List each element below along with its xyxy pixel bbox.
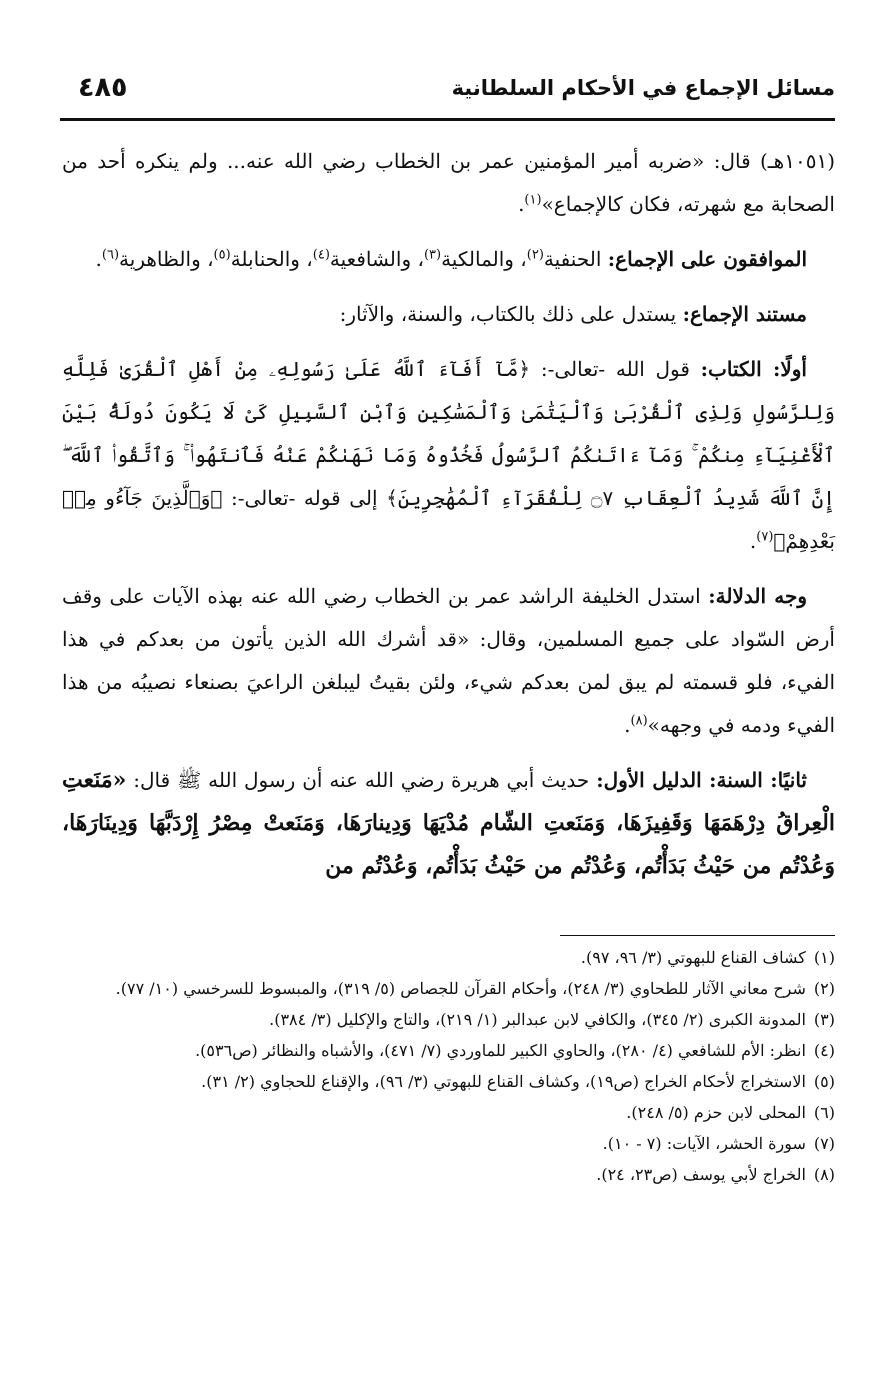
- footnote-item: [62, 1004, 835, 1035]
- footnote-ref-3: (٣): [423, 247, 442, 263]
- footnote-item: [62, 1159, 835, 1190]
- footnote-item: [62, 1097, 835, 1128]
- page-number: ٤٨٥: [78, 72, 128, 103]
- footnote-number: (٢): [813, 979, 835, 998]
- footnote-text: الخراج لأبي يوسف (ص٢٣، ٢٤).: [596, 1165, 806, 1184]
- footnote-ref-7: (٧): [756, 529, 774, 545]
- footnote-text: سورة الحشر، الآيات: (٧ - ١٠).: [602, 1134, 806, 1153]
- quran-intro: قول الله -تعالى-:: [540, 357, 690, 381]
- footnote-text: انظر: الأم للشافعي (٤/ ٢٨٠)، والحاوي الكبير للماوردي (٧/ ٤٧١)، والأشباه والنظائر (ص٥٣٦).: [195, 1041, 806, 1060]
- footnote-number: (٨): [813, 1165, 835, 1184]
- footnote-number: (٧): [813, 1134, 835, 1153]
- footnote-text: المحلى لابن حزم (٥/ ٢٤٨).: [626, 1103, 806, 1122]
- footnote-ref-6: (٦): [101, 247, 120, 263]
- term-evidence: وجه الدلالة:: [708, 584, 807, 608]
- term-basis: مستند الإجماع:: [682, 302, 807, 326]
- footnotes: [62, 942, 835, 1190]
- footnote-text: كشاف القناع للبهوتي (٣/ ٩٦، ٩٧).: [580, 948, 806, 967]
- footnote-item: [62, 973, 835, 1004]
- footnote-number: (٣): [813, 1010, 835, 1029]
- paragraph-agreeing-schools: الموافقون على الإجماع: الحنفية$^{(٢)}$، والمالكية$^{(٣)}$، والشافعية$^{(٤)}$، والحنابلة$^{(٥)}$، والظاهرية$^{(٦)}$.: [95, 247, 807, 271]
- term-sunnah: ثانيًا: السنة: الدليل الأول:: [596, 768, 807, 792]
- footnote-item: [62, 1066, 835, 1097]
- footnote-item: [62, 1035, 835, 1066]
- term-agreeing: الموافقون على الإجماع:: [607, 247, 807, 271]
- school-hanbali: ، والحنابلة: [230, 247, 313, 271]
- footnote-number: (٥): [813, 1072, 835, 1091]
- footnote-text: شرح معاني الآثار للطحاوي (٣/ ٢٤٨)، وأحكام القرآن للجصاص (٥/ ٣١٩)، والمبسوط للسرخسي (١٠/ ٧٧).: [115, 979, 806, 998]
- footnote-ref-5: (٥): [213, 247, 231, 263]
- footnote-ref-1: (١): [524, 192, 542, 208]
- school-shafii: ، والشافعية: [329, 247, 424, 271]
- sunnah-text: حديث أبي هريرة رضي الله عنه أن رسول الله ﷺ قال:: [133, 768, 590, 792]
- footnote-text: المدونة الكبرى (٢/ ٣٤٥)، والكافي لابن عبدالبر (١/ ٢١٩)، والتاج والإكليل (٣/ ٣٨٤).: [269, 1010, 806, 1029]
- footnote-ref-2: (٢): [526, 247, 544, 263]
- quran-verse: ﴿مَّآ أَفَآءَ ٱللَّهُ عَلَىٰ رَسُولِهِۦ مِنْ أَهْلِ ٱلْقُرَىٰ فَلِلَّهِ وَلِلرَّسُولِ وَلِذِى ٱلْقُرْبَىٰ وَٱلْيَتَٰمَىٰ وَٱلْمَسَٰكِينِ وَٱبْنِ ٱلسَّبِيلِ كَىْ لَا يَكُونَ دُولَةًۢ بَيْنَ ٱلْأَغْنِيَآءِ مِنكُمْ ۚ وَمَآ ءَاتَىٰكُمُ ٱلرَّسُولُ فَخُذُوهُ وَمَا نَهَىٰكُمْ عَنْهُ فَٱنتَهُوا۟ ۚ وَٱتَّقُوا۟ ٱللَّهَ ۖ إِنَّ ٱللَّهَ شَدِيدُ ٱلْعِقَابِ ۝٧ لِلْفُقَرَآءِ ٱلْمُهَٰجِرِينَ﴾: [62, 357, 836, 510]
- paragraph-1: (١٠٥١هـ) قال: «ضربه أمير المؤمنين عمر بن الخطاب رضي الله عنه... ولم ينكره أحد من الصحابة مع شهرته، فكان كالإجماع»$^{(١)}$.: [62, 149, 835, 216]
- footnote-number: (٦): [813, 1103, 835, 1122]
- quran-verse-2: ﴿وَٱلَّذِينَ جَآءُو مِنۢ بَعْدِهِمْ﴾: [62, 486, 835, 553]
- header-rule: [60, 118, 835, 121]
- footnote-item: [62, 942, 835, 973]
- footnote-text: الاستخراج لأحكام الخراج (ص١٩)، وكشاف القناع للبهوتي (٣/ ٩٦)، والإقناع للحجاوي (٢/ ٣١).: [201, 1072, 806, 1091]
- school-hanafi: الحنفية: [543, 247, 602, 271]
- paragraph-evidence: وجه الدلالة: استدل الخليفة الراشد عمر بن الخطاب رضي الله عنه بهذه الآيات على وقف أرض السّواد على جميع المسلمين، وقال: «قد أشرك الله الذين يأتون من بعدكم في هذا الفيء، فلو قسمته لم يبق لمن بعدكم شيء، ولئن بقيتُ ليبلغن الراعيَ بصنعاء نصيبُه من هذا الفيء ودمه في وجهه»$^{(٨)}$.: [62, 584, 836, 737]
- footnote-item: [62, 1128, 835, 1159]
- paragraph-1-text: (١٠٥١هـ) قال: «ضربه أمير المؤمنين عمر بن الخطاب رضي الله عنه... ولم ينكره أحد من الصحابة مع شهرته، فكان كالإجماع»: [62, 149, 835, 216]
- paragraph-quran: أولًا: الكتاب: قول الله -تعالى-: ﴿مَّآ أَفَآءَ ٱللَّهُ عَلَىٰ رَسُولِهِۦ مِنْ أَهْلِ ٱلْقُرَىٰ فَلِلَّهِ وَلِلرَّسُولِ وَلِذِى ٱلْقُرْبَىٰ وَٱلْيَتَٰمَىٰ وَٱلْمَسَٰكِينِ وَٱبْنِ ٱلسَّبِيلِ كَىْ لَا يَكُونَ دُولَةًۢ بَيْنَ ٱلْأَغْنِيَآءِ مِنكُمْ ۚ وَمَآ ءَاتَىٰكُمُ ٱلرَّسُولُ فَخُذُوهُ وَمَا نَهَىٰكُمْ عَنْهُ فَٱنتَهُوا۟ ۚ وَٱتَّقُوا۟ ٱللَّهَ ۖ إِنَّ ٱللَّهَ شَدِيدُ ٱلْعِقَابِ ۝٧ لِلْفُقَرَآءِ ٱلْمُهَٰجِرِينَ﴾ إلى قوله -تعالى-: ﴿وَٱلَّذِينَ جَآءُو مِنۢ بَعْدِهِمْ﴾$^{(٧)}$.: [62, 357, 836, 553]
- main-text: [62, 140, 835, 900]
- school-maliki: ، والمالكية: [441, 247, 527, 271]
- footnote-ref-4: (٤): [312, 247, 330, 263]
- page-header: [60, 70, 835, 110]
- quran-mid: إلى قوله -تعالى-:: [231, 486, 378, 510]
- evidence-text: استدل الخليفة الراشد عمر بن الخطاب رضي الله عنه بهذه الآيات على وقف أرض السّواد على جميع المسلمين، وقال: «قد أشرك الله الذين يأتون من بعدكم في هذا الفيء، فلو قسمته لم يبق لمن بعدكم شيء، ولئن بقيتُ ليبلغن الراعيَ بصنعاء نصيبُه من هذا الفيء ودمه في وجهه»: [62, 584, 836, 737]
- footnote-ref-8: (٨): [630, 713, 648, 729]
- footnote-number: (١): [813, 948, 835, 967]
- paragraph-basis: [62, 293, 835, 336]
- footnote-number: (٤): [813, 1041, 835, 1060]
- basis-text: يستدل على ذلك بالكتاب، والسنة، والآثار:: [339, 302, 677, 326]
- hadith-text: «مَنَعتِ الْعِراقُ دِرْهَمَهَا وَقَفِيزَهَا، وَمَنَعتِ الشّام مُدْيَهَا وَدِينارَهَا، وَمَنَعتْ مِصْرُ إِرْدَبَّهَا وَدِينَارَهَا، وَعُدْتُم من حَيْثُ بَدَأْتُم، وَعُدْتُم من حَيْثُ بَدَأْتُم، وَعُدْتُم من: [62, 767, 835, 879]
- running-title: مسائل الإجماع في الأحكام السلطانية: [451, 76, 835, 100]
- paragraph-sunnah: [62, 759, 835, 888]
- term-quran: أولًا: الكتاب:: [700, 357, 807, 381]
- footnote-separator: [560, 935, 835, 936]
- school-zahiri: ، والظاهرية: [119, 247, 214, 271]
